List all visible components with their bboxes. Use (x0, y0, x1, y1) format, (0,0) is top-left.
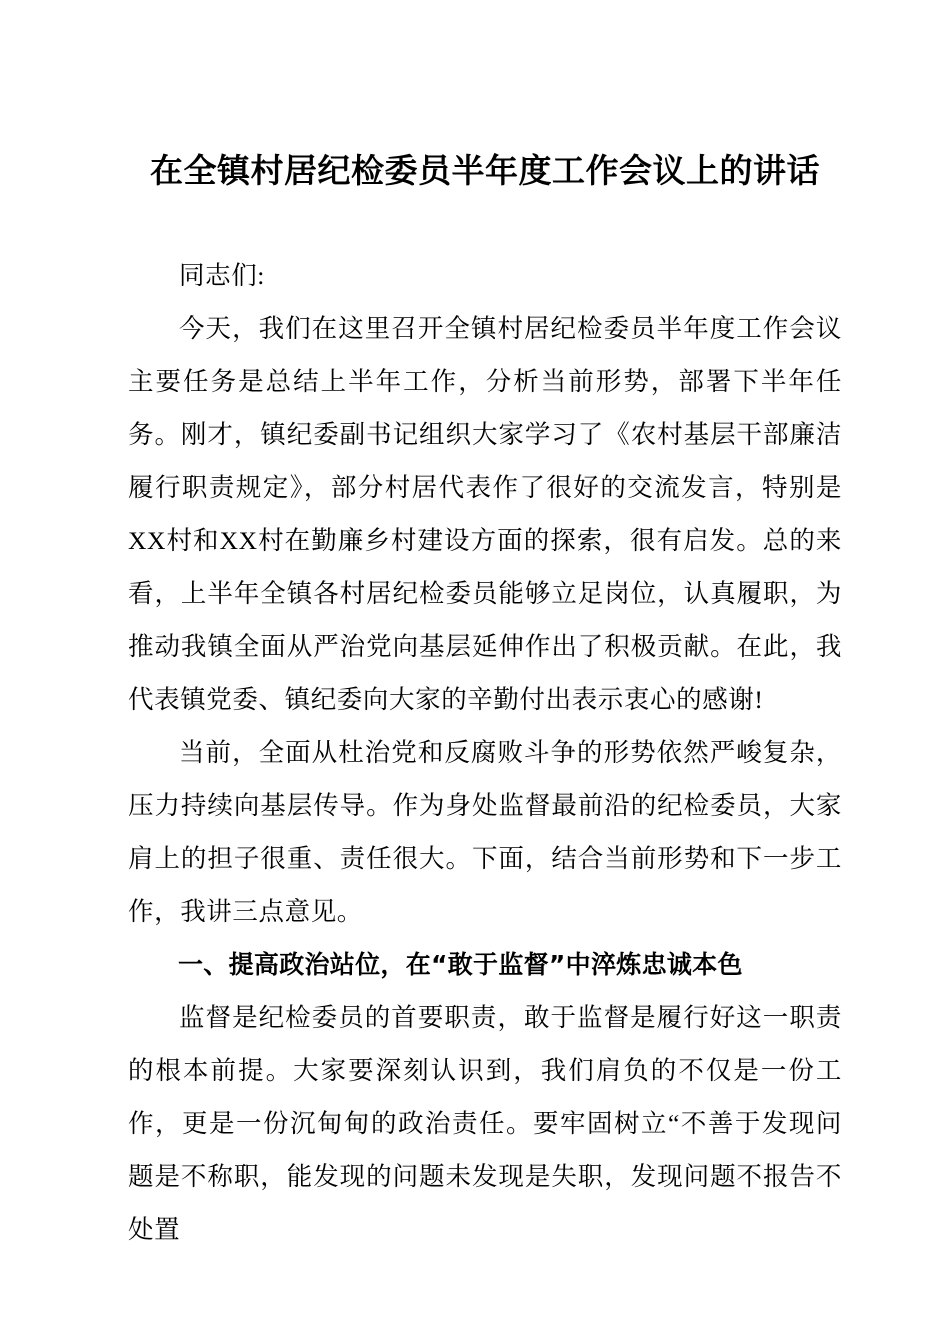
section-1-paragraph-1: 监督是纪检委员的首要职责，敢于监督是履行好这一职责的根本前提。大家要深刻认识到，我们肩负的不仅是一份工作，更是一份沉甸甸的政治责任。要牢固树立“不善于发现问题是不称职，能发现的问题未发现是失职，发现问题不报告不处置 (128, 1002, 842, 1244)
section-heading-1: 一、提高政治站位，在“敢于监督”中淬炼忠诚本色 (178, 949, 743, 979)
document-body (128, 249, 842, 1256)
paragraph-1: 今天，我们在这里召开全镇村居纪检委员半年度工作会议主要任务是总结上半年工作，分析当前形势，部署下半年任务。刚才，镇纪委副书记组织大家学习了《农村基层干部廉洁履行职责规定》，部分村居代表作了很好的交流发言，特别是XX村和XX村在勤廉乡村建设方面的探索，很有启发。总的来看，上半年全镇各村居纪检委员能够立足岗位，认真履职，为推动我镇全面从严治党向基层延伸作出了积极贡献。在此，我代表镇党委、镇纪委向大家的辛勤付出表示衷心的感谢! (128, 313, 842, 714)
page-title: 在全镇村居纪检委员半年度工作会议上的讲话 (150, 151, 820, 190)
paragraph-2: 当前，全面从杜治党和反腐败斗争的形势依然严峻复杂，压力持续向基层传导。作为身处监督最前沿的纪检委员，大家肩上的担子很重、责任很大。下面，结合当前形势和下一步工作，我讲三点意见。 (128, 737, 842, 926)
salutation: 同志们: (179, 260, 265, 290)
